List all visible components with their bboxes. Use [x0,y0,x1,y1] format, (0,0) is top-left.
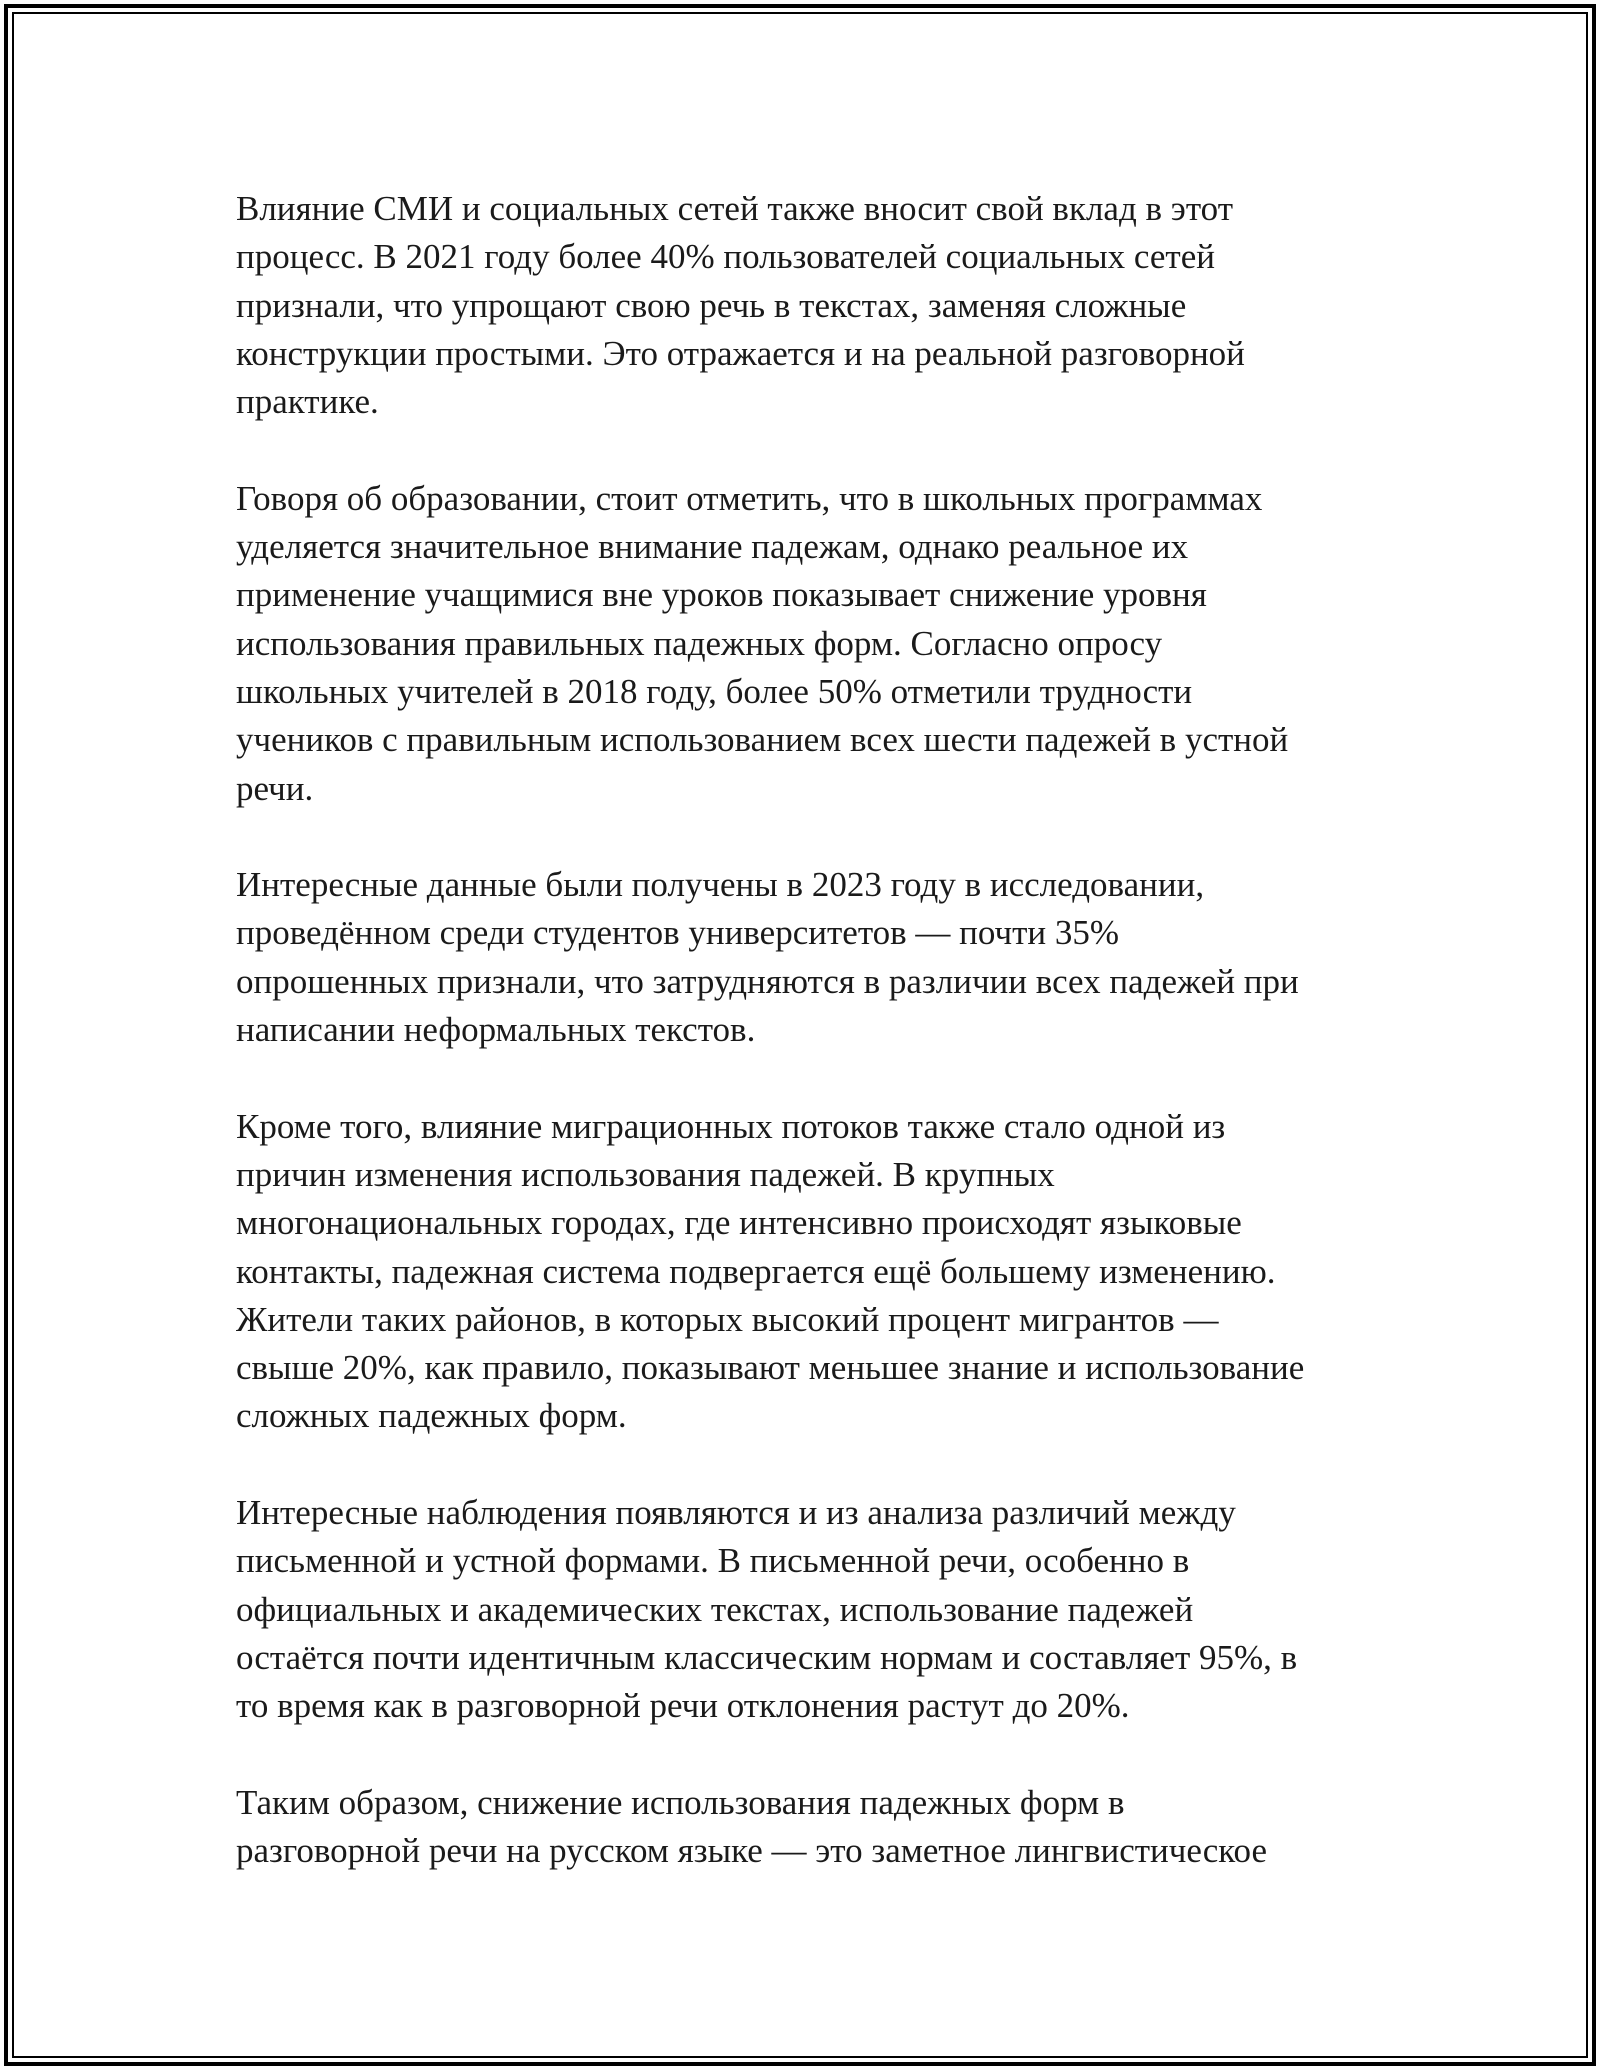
paragraph-conclusion [236,1779,1366,1876]
text-line: проведённом среди студентов университетов — почти 35% [236,913,1120,953]
text-line: практике. [236,382,379,422]
paragraph-written-vs-spoken [236,1489,1366,1730]
text-line: использования правильных падежных форм. Согласно опросу [236,623,1163,663]
text-line: Жители таких районов, в которых высокий процент мигрантов — [236,1299,1219,1339]
paragraph-social-media [236,185,1366,426]
paragraph-education [236,475,1366,813]
text-line: многонациональных городах, где интенсивно происходят языковые [236,1203,1242,1243]
text-line: свыше 20%, как правило, показывают меньшее знание и использование [236,1348,1305,1388]
text-line: сложных падежных форм. [236,1396,627,1436]
paragraph-migration [236,1103,1366,1441]
text-line: остаётся почти идентичным классическим нормам и составляет 95%, в [236,1637,1298,1677]
text-line: официальных и академических текстах, использование падежей [236,1589,1194,1629]
text-line: речи. [236,768,314,808]
text-line: письменной и устной формами. В письменной речи, особенно в [236,1541,1190,1581]
text-line: причин изменения использования падежей. В крупных [236,1154,1055,1194]
text-line: то время как в разговорной речи отклонения растут до 20%. [236,1686,1130,1726]
text-line: Влияние СМИ и социальных сетей также вносит свой вклад в этот [236,189,1233,228]
text-line: написании неформальных текстов. [236,1010,756,1050]
text-line: разговорной речи на русском языке — это заметное лингвистическое [236,1831,1267,1871]
text-line: контакты, падежная система подвергается ещё большему изменению. [236,1251,1276,1291]
text-line: опрошенных признали, что затрудняются в различии всех падежей при [236,961,1299,1001]
text-line: уделяется значительное внимание падежам, однако реальное их [236,527,1189,567]
text-line: учеников с правильным использованием всех шести падежей в устной [236,720,1289,760]
text-line: применение учащимися вне уроков показывает снижение уровня [236,575,1207,615]
text-line: Интересные данные были получены в 2023 году в исследовании, [236,865,1205,905]
document-body [236,185,1366,1924]
text-line: процесс. В 2021 году более 40% пользователей социальных сетей [236,237,1215,277]
paragraph-students-study [236,861,1366,1054]
text-line: школьных учителей в 2018 году, более 50% отметили трудности [236,671,1193,711]
text-line: Интересные наблюдения появляются и из анализа различий между [236,1493,1236,1533]
text-line: Кроме того, влияние миграционных потоков также стало одной из [236,1106,1226,1146]
text-line: Говоря об образовании, стоит отметить, что в школьных программах [236,478,1263,518]
text-line: конструкции простыми. Это отражается и на реальной разговорной [236,333,1245,373]
text-line: признали, что упрощают свою речь в текстах, заменяя сложные [236,285,1187,325]
text-line: Таким образом, снижение использования падежных форм в [236,1782,1125,1822]
